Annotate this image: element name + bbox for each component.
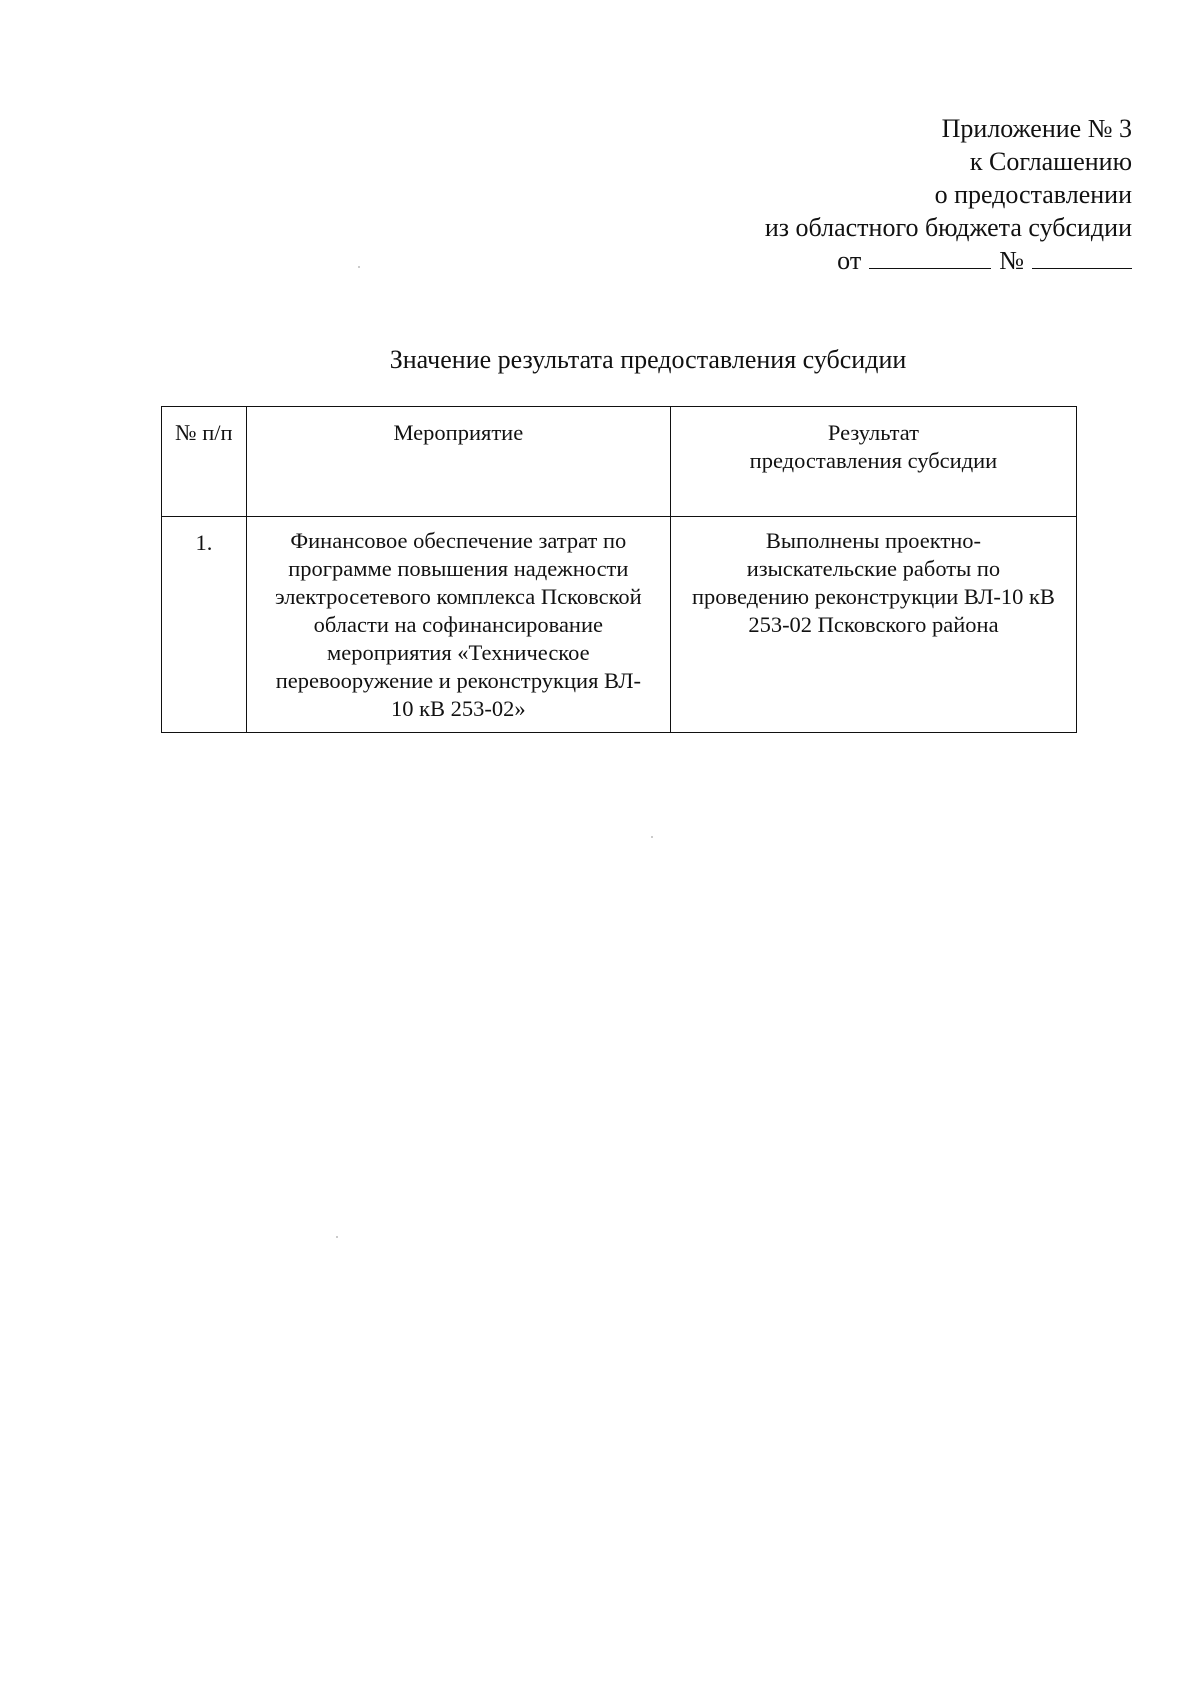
from-label: от [837,246,862,275]
appendix-line-2: к Соглашению [969,147,1132,176]
result-line: изыскательские работы по [746,556,1001,581]
result-line: 253-02 Псковского района [748,612,999,637]
result-line: Выполнены проектно- [765,528,982,553]
number-blank-field [1032,246,1132,269]
event-line: электросетевого комплекса Псковской [274,584,642,609]
event-line: мероприятия «Техническое [327,640,590,665]
header-result-line-1: Результат [827,420,920,445]
row-event [246,517,670,733]
event-line: перевооружение и реконструкция ВЛ- [275,668,641,693]
appendix-line-4: из областного бюджета субсидии [764,213,1132,242]
event-line: 10 кВ 253-02» [390,696,526,721]
document-title: Значение результата предоставления субсидии [389,345,907,374]
number-label: № [999,246,1024,275]
header-result [670,407,1076,517]
header-num: № п/п [162,407,247,517]
event-line: области на софинансирование [313,612,603,637]
appendix-line-3: о предоставлении [934,180,1132,209]
event-line: программе повышения надежности [288,556,629,581]
appendix-date-number-line [765,244,1132,277]
results-table [161,406,1077,733]
result-line: проведению реконструкции ВЛ-10 кВ [691,584,1055,609]
header-result-line-2: предоставления субсидии [749,448,998,473]
table-row [162,517,1077,733]
row-num: 1. [162,517,247,733]
date-blank-field [869,246,991,269]
appendix-block [765,112,1132,277]
row-result [670,517,1076,733]
scan-speck [651,836,653,838]
scan-speck [358,266,360,268]
document-title-wrap [0,344,1200,376]
scan-speck [336,1236,338,1238]
table-header-row [162,407,1077,517]
appendix-line-1: Приложение № 3 [941,114,1132,143]
header-event: Мероприятие [246,407,670,517]
event-line: Финансовое обеспечение затрат по [290,528,627,553]
